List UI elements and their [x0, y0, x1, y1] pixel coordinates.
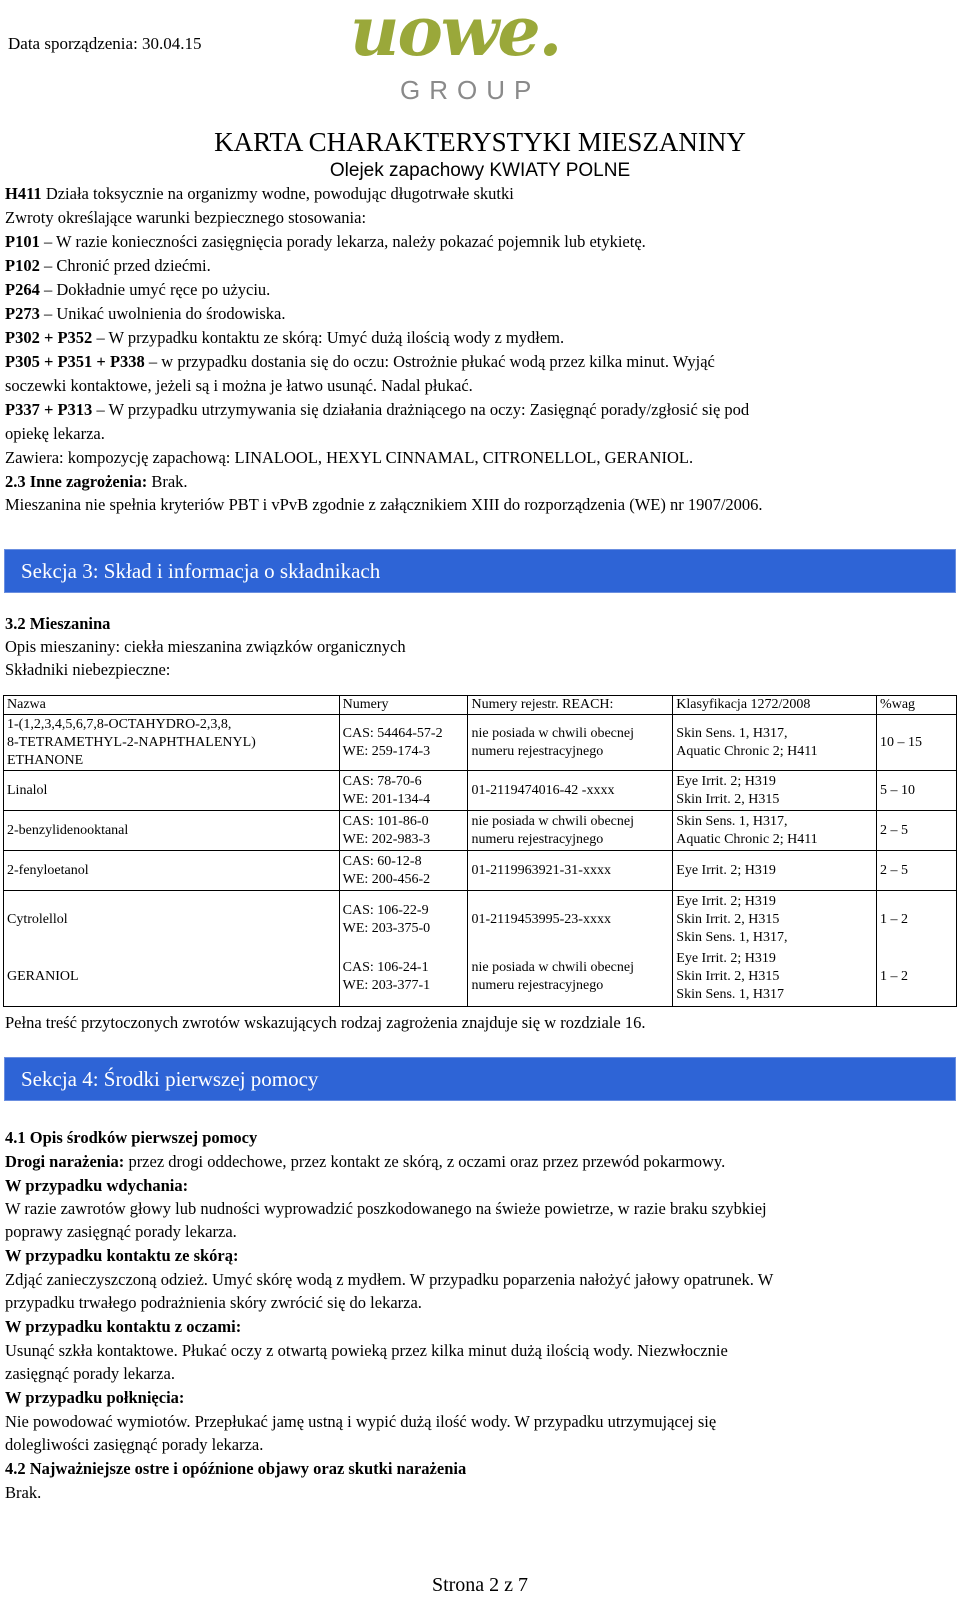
inhalation-text: W razie zawrotów głowy lub nudności wyprowadzić poszkodowanego na świeże powietrze, w razie braku szybkiej	[5, 1199, 767, 1218]
inhalation-label: W przypadku wdychania:	[5, 1176, 189, 1195]
precaution-p102: P102 – Chronić przed dziećmi.	[5, 256, 211, 275]
component-classification: Eye Irrit. 2; H319 Skin Irrit. 2, H315	[673, 771, 877, 811]
subsection-4-2: 4.2 Najważniejsze ostre i opóźnione objawy oraz skutki narażenia	[5, 1459, 467, 1478]
component-name: 1-(1,2,3,4,5,6,7,8-OCTAHYDRO-2,3,8, 8-TETRAMETHYL-2-NAPHTHALENYL) ETHANONE	[4, 715, 340, 771]
table-header: Numery	[339, 696, 468, 715]
section-4-title: Sekcja 4: Środki pierwszej pomocy	[21, 1067, 319, 1091]
component-classification: Eye Irrit. 2; H319	[673, 851, 877, 891]
component-classification: Skin Sens. 1, H317, Aquatic Chronic 2; H411	[673, 715, 877, 771]
pbt-statement: Mieszanina nie spełnia kryteriów PBT i vPvB zgodnie z załącznikiem XIII do rozporządzenia (WE) nr 1907/2006.	[5, 495, 763, 514]
table-row	[4, 771, 957, 811]
component-name: Cytrolellol	[4, 891, 340, 949]
precaution-p302: P302 + P352 – W przypadku kontaktu ze skórą: Umyć dużą ilością wody z mydłem.	[5, 328, 565, 347]
page-number: Strona 2 z 7	[431, 1574, 529, 1596]
precaution-p337: P337 + P313 – W przypadku utrzymywania się działania drażniącego na oczy: Zasięgnąć porady/zgłosić się pod	[5, 400, 750, 419]
exposure-routes: Drogi narażenia: przez drogi oddechowe, przez kontakt ze skórą, z oczami oraz przez przewód pokarmowy.	[5, 1152, 726, 1171]
component-percent: 10 – 15	[877, 715, 957, 771]
component-numbers: CAS: 78-70-6 WE: 201-134-4	[339, 771, 468, 811]
component-numbers: CAS: 54464-57-2 WE: 259-174-3	[339, 715, 468, 771]
component-classification: Eye Irrit. 2; H319 Skin Irrit. 2, H315 Skin Sens. 1, H317	[673, 949, 877, 1007]
contains-statement: Zawiera: kompozycję zapachową: LINALOOL, HEXYL CINNAMAL, CITRONELLOL, GERANIOL.	[5, 448, 694, 467]
component-classification: Eye Irrit. 2; H319 Skin Irrit. 2, H315 Skin Sens. 1, H317,	[673, 891, 877, 949]
component-numbers: CAS: 101-86-0 WE: 202-983-3	[339, 811, 468, 851]
component-percent: 2 – 5	[877, 811, 957, 851]
other-hazards: 2.3 Inne zagrożenia: Brak.	[5, 472, 188, 491]
full-text-note: Pełna treść przytoczonych zwrotów wskazujących rodzaj zagrożenia znajduje się w rozdziale 16.	[5, 1013, 646, 1032]
table-header: Klasyfikacja 1272/2008	[673, 696, 877, 715]
component-numbers: CAS: 106-24-1 WE: 203-377-1	[339, 949, 468, 1007]
company-logo-group: GROUP	[400, 75, 541, 105]
table-row	[4, 715, 957, 771]
skin-contact-label: W przypadku kontaktu ze skórą:	[5, 1246, 239, 1265]
table-header-row	[4, 696, 957, 715]
component-reach: nie posiada w chwili obecnej numeru rejestracyjnego	[468, 949, 673, 1007]
component-name: Linalol	[4, 771, 340, 811]
hazardous-components-label: Składniki niebezpieczne:	[5, 660, 171, 679]
eye-contact-text-cont: zasięgnąć porady lekarza.	[5, 1364, 175, 1383]
mixture-description: Opis mieszaniny: ciekła mieszanina związków organicznych	[5, 637, 406, 656]
table-row	[4, 891, 957, 949]
component-numbers: CAS: 106-22-9 WE: 203-375-0	[339, 891, 468, 949]
precaution-p264: P264 – Dokładnie umyć ręce po użyciu.	[5, 280, 271, 299]
skin-contact-text-cont: przypadku trwałego podrażnienia skóry zwrócić się do lekarza.	[5, 1293, 422, 1312]
component-percent: 2 – 5	[877, 851, 957, 891]
ingestion-text-cont: dolegliwości zasięgnąć porady lekarza.	[5, 1435, 264, 1454]
table-header: Numery rejestr. REACH:	[468, 696, 673, 715]
section-4-header	[4, 1057, 956, 1101]
component-percent: 1 – 2	[877, 891, 957, 949]
table-header: %wag	[877, 696, 957, 715]
document-subtitle: Olejek zapachowy KWIATY POLNE	[329, 160, 631, 181]
precaution-p337-cont: opiekę lekarza.	[5, 424, 105, 443]
ingestion-label: W przypadku połknięcia:	[5, 1388, 185, 1407]
subsection-3-2: 3.2 Mieszanina	[5, 614, 111, 633]
eye-contact-text: Usunąć szkła kontaktowe. Płukać oczy z otwartą powieką przez kilka minut dużą ilością wody. Niezwłocznie	[5, 1341, 728, 1360]
symptoms-value: Brak.	[5, 1483, 42, 1502]
component-reach: 01-2119453995-23-xxxx	[468, 891, 673, 949]
component-numbers: CAS: 60-12-8 WE: 200-456-2	[339, 851, 468, 891]
component-name: 2-fenyloetanol	[4, 851, 340, 891]
precaution-p101: P101 – W razie konieczności zasięgnięcia porady lekarza, należy pokazać pojemnik lub etykietę.	[5, 232, 646, 251]
eye-contact-label: W przypadku kontaktu z oczami:	[5, 1317, 242, 1336]
document-date: Data sporządzenia: 30.04.15	[8, 34, 202, 53]
inhalation-text-cont: poprawy zasięgnąć porady lekarza.	[5, 1222, 237, 1241]
table-header: Nazwa	[4, 696, 340, 715]
component-reach: nie posiada w chwili obecnej numeru rejestracyjnego	[468, 811, 673, 851]
precautionary-heading: Zwroty określające warunki bezpiecznego stosowania:	[5, 208, 367, 227]
precaution-p305: P305 + P351 + P338 – w przypadku dostania się do oczu: Ostrożnie płukać wodą przez kilka minut. Wyjąć	[5, 352, 715, 371]
ingestion-text: Nie powodować wymiotów. Przepłukać jamę ustną i wypić dużą ilość wody. W przypadku utrzymującej się	[5, 1412, 717, 1431]
precaution-p273: P273 – Unikać uwolnienia do środowiska.	[5, 304, 286, 323]
precaution-p305-cont: soczewki kontaktowe, jeżeli są i można je łatwo usunąć. Nadal płukać.	[5, 376, 473, 395]
component-name: GERANIOL	[4, 949, 340, 1007]
section-3-header	[4, 549, 956, 593]
company-logo: uowe.	[350, 0, 561, 72]
component-percent: 1 – 2	[877, 949, 957, 1007]
hazard-statement-h411: H411 Działa toksycznie na organizmy wodne, powodując długotrwałe skutki	[5, 184, 514, 203]
section-3-title: Sekcja 3: Skład i informacja o składnikach	[21, 559, 381, 583]
components-table	[3, 695, 957, 1007]
component-reach: 01-2119474016-42 -xxxx	[468, 771, 673, 811]
component-name: 2-benzylidenooktanal	[4, 811, 340, 851]
skin-contact-text: Zdjąć zanieczyszczoną odzież. Umyć skórę wodą z mydłem. W przypadku poparzenia nałożyć jałowy opatrunek. W	[5, 1270, 774, 1289]
document-title: KARTA CHARAKTERYSTYKI MIESZANINY	[214, 127, 746, 157]
component-reach: 01-2119963921-31-xxxx	[468, 851, 673, 891]
subsection-4-1: 4.1 Opis środków pierwszej pomocy	[5, 1128, 258, 1147]
table-row	[4, 811, 957, 851]
table-row	[4, 949, 957, 1007]
component-reach: nie posiada w chwili obecnej numeru rejestracyjnego	[468, 715, 673, 771]
table-row	[4, 851, 957, 891]
component-classification: Skin Sens. 1, H317, Aquatic Chronic 2; H411	[673, 811, 877, 851]
component-percent: 5 – 10	[877, 771, 957, 811]
